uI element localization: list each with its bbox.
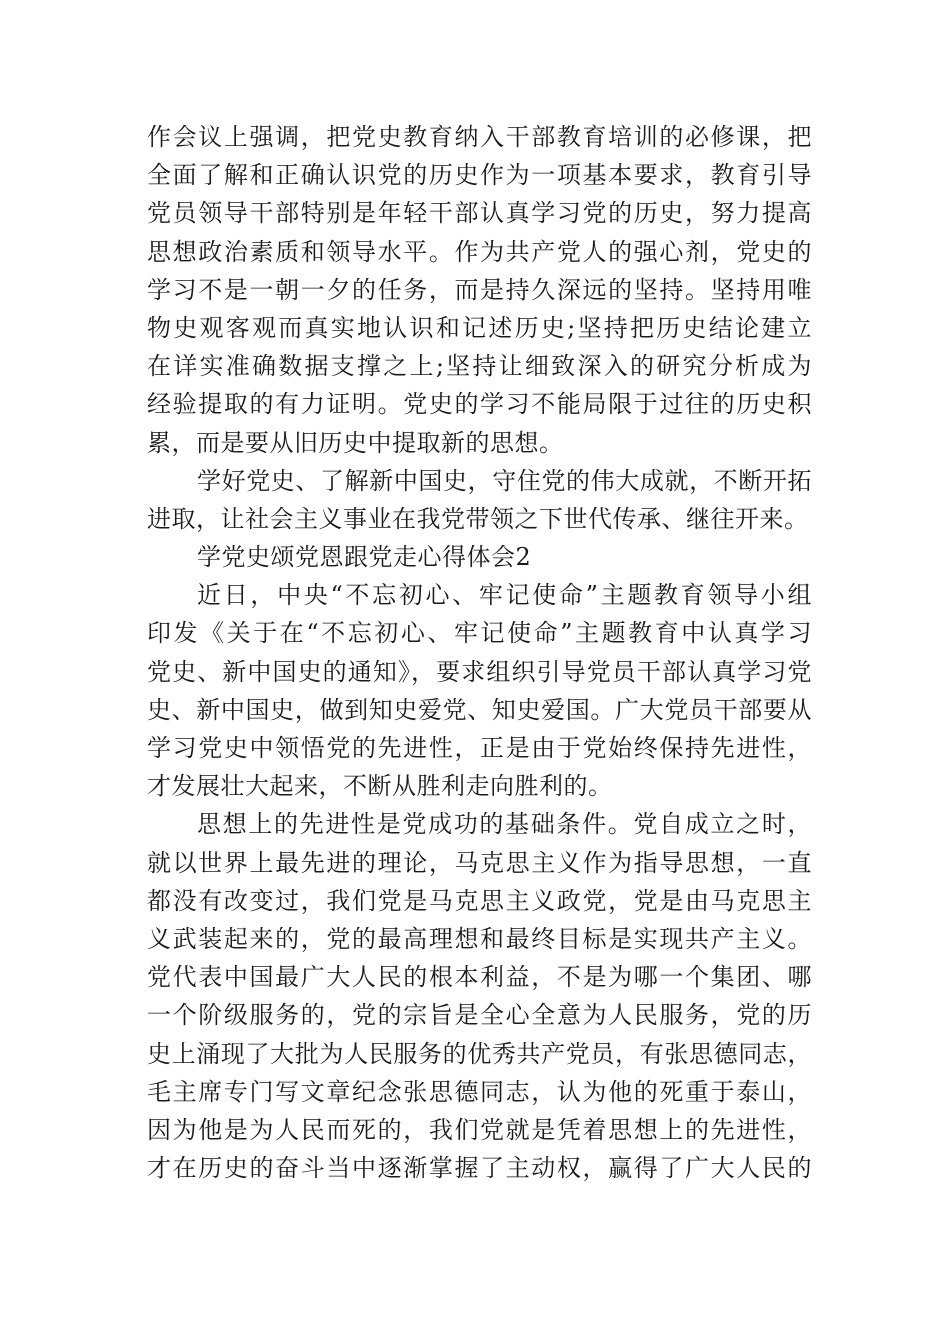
text-line: 学习党史中领悟党的先进性，正是由于党始终保持先进性， — [147, 734, 812, 762]
text-line: 进取，让社会主义事业在我党带领之下世代传承、继往开来。 — [147, 504, 809, 533]
text-line: 就以世界上最先进的理论，马克思主义作为指导思想，一直 — [147, 848, 812, 877]
text-line: 义武装起来的，党的最高理想和最终目标是实现共产主义。 — [147, 924, 812, 953]
text-line: 史上涌现了大批为人民服务的优秀共产党员，有张思德同志， — [147, 1039, 812, 1068]
text-line: 党史、新中国史的通知》，要求组织引导党员干部认真学习党 — [147, 657, 812, 686]
paragraph-1 — [147, 118, 812, 462]
text-line: 学党史颂党恩跟党走心得体会2 — [197, 543, 532, 572]
text-line: 因为他是为人民而死的，我们党就是凭着思想上的先进性， — [147, 1115, 812, 1144]
text-line: 作会议上强调，把党史教育纳入干部教育培训的必修课，把 — [147, 123, 812, 151]
text-line: 党员领导干部特别是年轻干部认真学习党的历史，努力提高 — [147, 199, 812, 228]
text-line: 全面了解和正确认识党的历史作为一项基本要求，教育引导 — [147, 161, 812, 190]
text-line: 印发《关于在“不忘初心、牢记使命”主题教育中认真学习 — [147, 619, 812, 648]
text-line: 物史观客观而真实地认识和记述历史;坚持把历史结论建立 — [147, 313, 812, 342]
text-line: 才发展壮大起来，不断从胜利走向胜利的。 — [147, 772, 613, 801]
text-line: 经验提取的有力证明。党史的学习不能局限于过往的历史积 — [147, 390, 812, 419]
text-line: 才在历史的奋斗当中逐渐掌握了主动权，赢得了广大人民的 — [147, 1154, 812, 1183]
text-line: 毛主席专门写文章纪念张思德同志，认为他的死重于泰山， — [147, 1077, 812, 1106]
paragraph-4 — [147, 576, 812, 805]
text-line: 在详实准确数据支撑之上;坚持让细致深入的研究分析成为 — [147, 352, 812, 381]
paragraph-5 — [147, 805, 812, 1187]
section-title — [147, 538, 812, 576]
text-line: 党代表中国最广大人民的根本利益，不是为哪一个集团、哪 — [147, 963, 812, 992]
text-line: 学习不是一朝一夕的任务，而是持久深远的坚持。坚持用唯 — [147, 275, 812, 304]
text-line: 学好党史、了解新中国史，守住党的伟大成就，不断开拓 — [197, 466, 812, 495]
text-line: 累，而是要从旧历史中提取新的思想。 — [147, 428, 564, 457]
paragraph-2 — [147, 462, 812, 538]
text-line: 史、新中国史，做到知史爱党、知史爱国。广大党员干部要从 — [147, 695, 812, 724]
document-body — [147, 118, 812, 1187]
text-line: 一个阶级服务的，党的宗旨是全心全意为人民服务，党的历 — [147, 1001, 812, 1030]
text-line: 都没有改变过，我们党是马克思主义政党，党是由马克思主 — [147, 886, 812, 915]
text-line: 思想政治素质和领导水平。作为共产党人的强心剂，党史的 — [147, 237, 812, 266]
text-line: 近日，中央“不忘初心、牢记使命”主题教育领导小组 — [197, 581, 812, 610]
text-line: 思想上的先进性是党成功的基础条件。党自成立之时， — [197, 810, 812, 839]
